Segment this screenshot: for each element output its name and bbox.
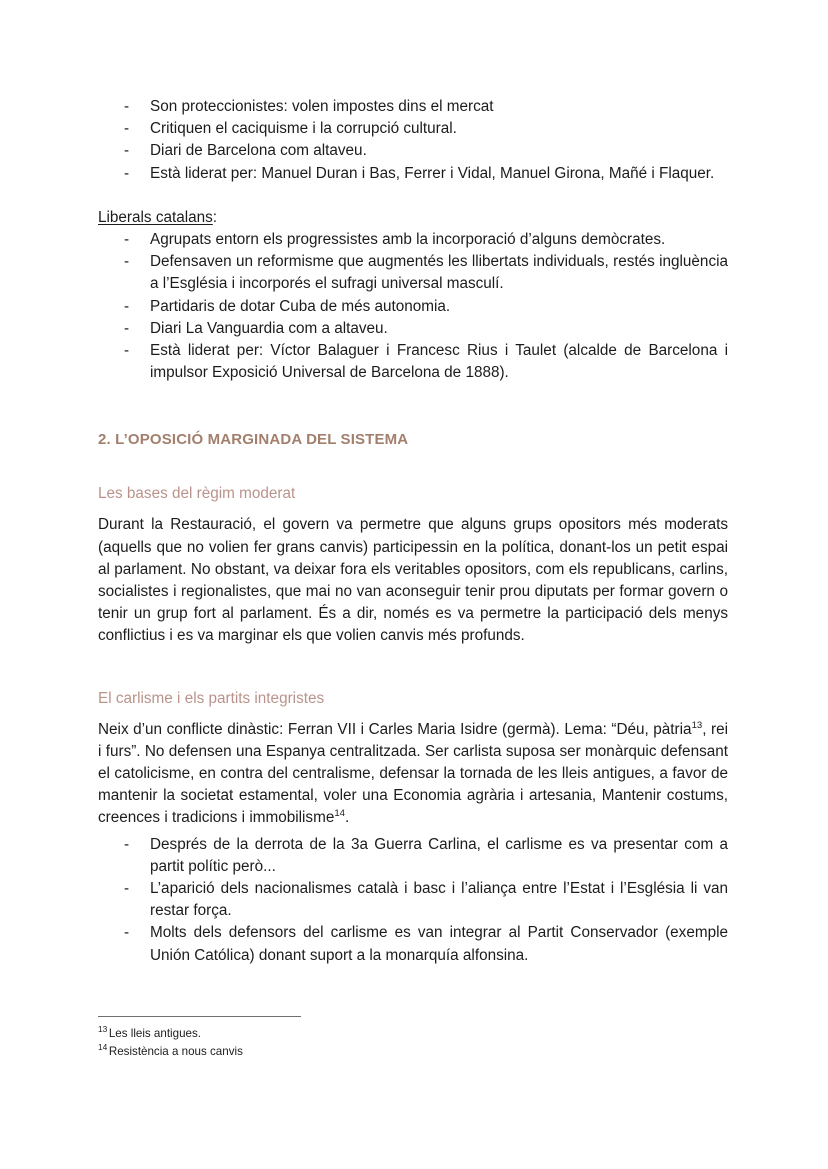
list-item-text: Molts dels defensors del carlisme es van integrar al Partit Conservador (exemple Unión Católica) donant suport a la monarquía alfonsina.	[150, 924, 728, 964]
list-item-text: Està liderat per: Manuel Duran i Bas, Ferrer i Vidal, Manuel Girona, Mañé i Flaquer.	[150, 164, 715, 182]
list-item	[98, 229, 728, 251]
liberals-lead-underlined: Liberals catalans	[98, 208, 213, 226]
footnote-number: 13	[98, 1024, 108, 1035]
paragraph-carlisme-part2: , rei i furs”. No defensen una Espanya centralitzada. Ser carlista suposa ser monàrquic defensant el catolicisme, en contra del centralisme, defensar la tornada de les lleis antigues, a favor de mantenir la societat estamental, voler una Economia agrària i artesania, Mantenir costums, creences i tradicions i immobilisme	[98, 720, 729, 827]
list-item-text: Defensaven un reformisme que augmentés les llibertats individuals, restés ingluència a l’Església i incorporés el sufragi universal masculí.	[150, 253, 728, 293]
footnotes-area	[98, 1016, 728, 1060]
list-item	[98, 118, 728, 140]
footnote-entry	[98, 1043, 728, 1061]
list-item	[98, 163, 728, 185]
footnote-marker-13: 13	[691, 719, 703, 731]
spacer	[98, 384, 728, 430]
footnote-marker-14: 14	[334, 808, 345, 820]
spacer	[98, 504, 728, 514]
footnote-text: Resistència a nous canvis	[108, 1044, 243, 1058]
spacer	[98, 648, 728, 688]
paragraph-carlisme-part3: .	[345, 809, 350, 827]
subsection-heading-bases-regim-moderat: Les bases del règim moderat	[98, 485, 296, 503]
list-item	[98, 96, 728, 118]
document-content	[98, 96, 728, 967]
conservatives-list	[98, 96, 728, 185]
list-item-text: Agrupats entorn els progressistes amb la incorporació d’alguns demòcrates.	[150, 231, 666, 249]
footnote-text: Les lleis antigues.	[108, 1027, 201, 1040]
footnote-number: 14	[98, 1041, 108, 1052]
footnote-entry	[98, 1025, 728, 1043]
subsection-heading-carlisme: El carlisme i els partits integristes	[98, 689, 325, 707]
list-item-text: Després de la derrota de la 3a Guerra Carlina, el carlisme es va presentar com a partit polític però...	[150, 835, 728, 875]
list-item	[98, 296, 728, 318]
liberals-lead-in	[98, 207, 728, 229]
list-item-text: Critiquen el caciquisme i la corrupció cultural.	[150, 120, 457, 138]
liberals-lead-colon: :	[212, 208, 218, 226]
list-item	[98, 878, 728, 922]
list-item	[98, 922, 728, 966]
list-item	[98, 251, 728, 295]
spacer	[98, 709, 728, 719]
list-item-text: Partidaris de dotar Cuba de més autonomia.	[150, 297, 451, 315]
list-item-text: L’aparició dels nacionalismes català i basc i l’aliança entre l’Estat i l’Església li van restar força.	[150, 880, 728, 920]
list-item-text: Diari de Barcelona com altaveu.	[150, 142, 367, 160]
footnote-separator-rule	[98, 1016, 301, 1017]
paragraph-carlisme-part1: Neix d’un conflicte dinàstic: Ferran VII i Carles Maria Isidre (germà). Lema: “Déu, pàtria	[98, 720, 692, 738]
carlisme-list	[98, 834, 728, 967]
paragraph-carlisme	[98, 719, 728, 830]
list-item	[98, 140, 728, 162]
list-item	[98, 340, 728, 384]
list-item-text: Son proteccionistes: volen impostes dins el mercat	[150, 98, 494, 115]
section-heading: 2. L’OPOSICIÓ MARGINADA DEL SISTEMA	[98, 431, 409, 449]
paragraph-bases-regim-moderat: Durant la Restauració, el govern va permetre que alguns grups opositors més moderats (aquells que no volien fer grans canvis) participessin en la política, donant-los un petit espai al parlament. No obstant, va deixar fora els veritables opositors, com els republicans, carlins, socialistes i regionalistes, que mai no van aconseguir tenir prou diputats per formar govern o tenir un grup fort al parlament. És a dir, només es va permetre la participació dels menys conflictius i es va marginar els que volien canvis més profunds.	[98, 516, 728, 645]
list-item-text: Està liderat per: Víctor Balaguer i Francesc Rius i Taulet (alcalde de Barcelona i impulsor Exposició Universal de Barcelona de 1888).	[150, 342, 728, 382]
liberals-list	[98, 229, 728, 384]
list-item	[98, 834, 728, 878]
spacer	[98, 185, 728, 207]
list-item-text: Diari La Vanguardia com a altaveu.	[150, 319, 388, 337]
list-item	[98, 318, 728, 340]
spacer	[98, 450, 728, 483]
